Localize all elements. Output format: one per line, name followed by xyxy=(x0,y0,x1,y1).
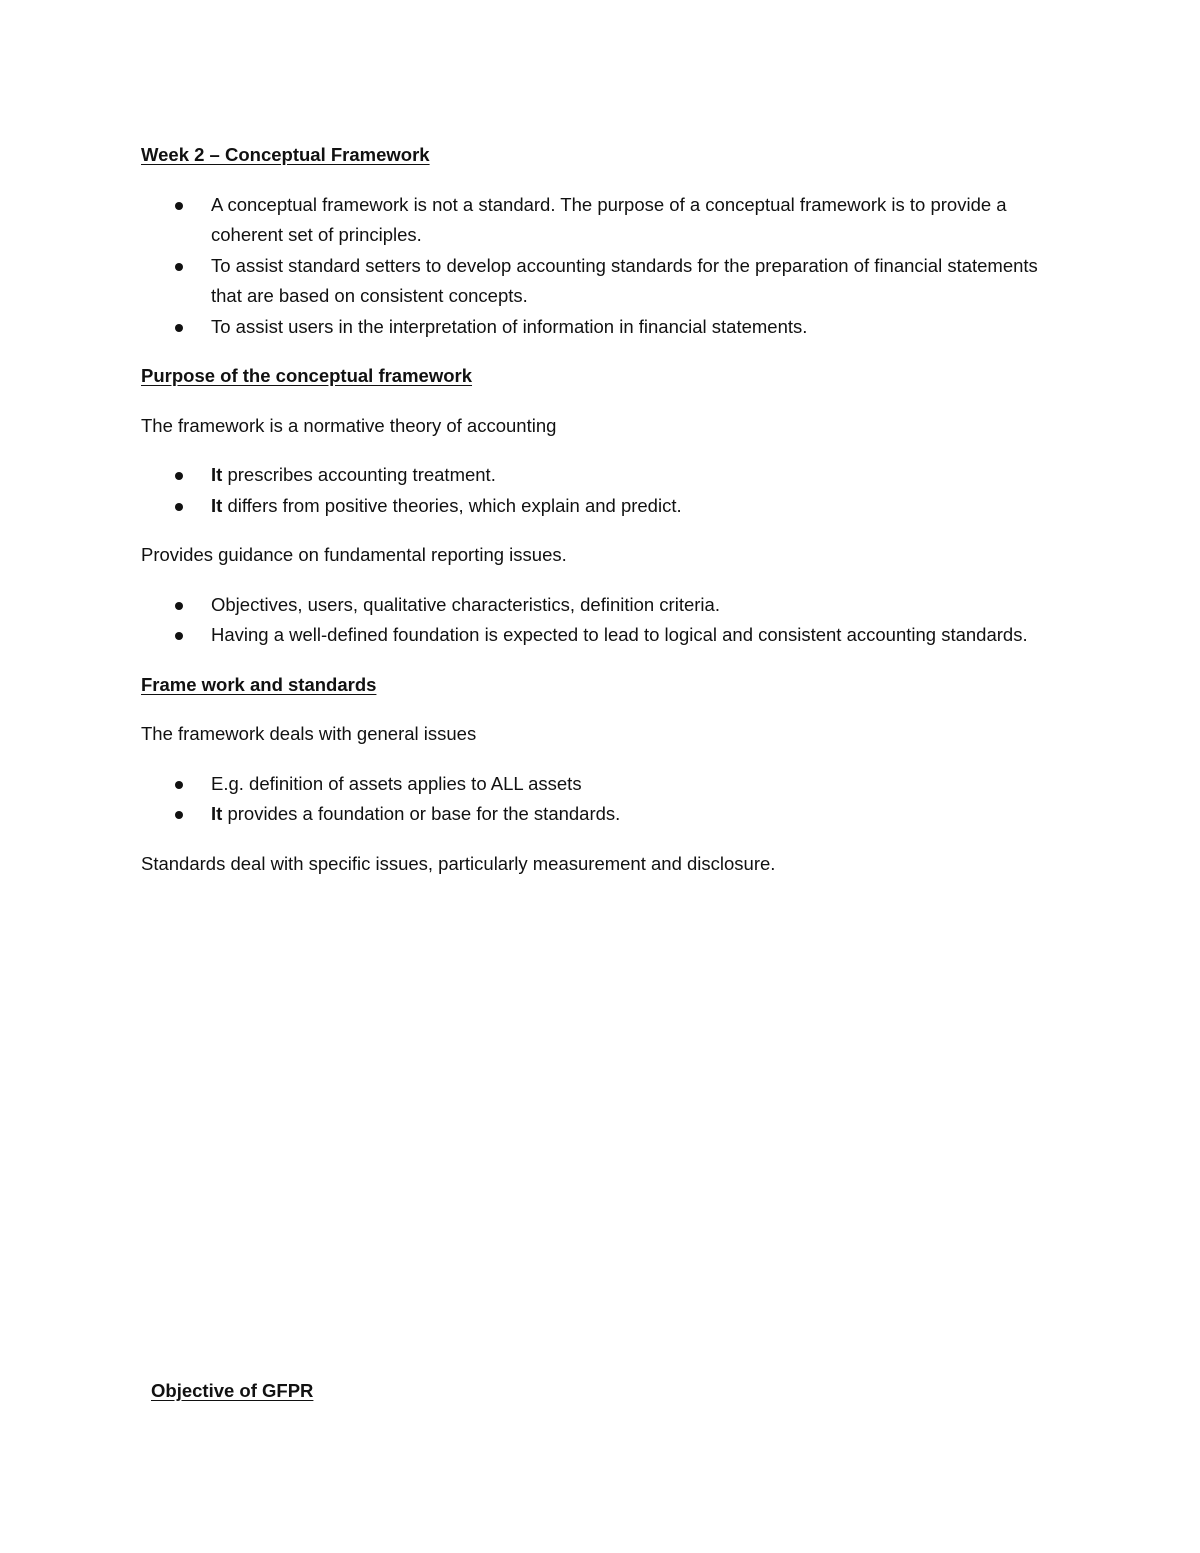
heading-objective-gfpr: Objective of GFPR xyxy=(151,1380,314,1401)
list-item: E.g. definition of assets applies to ALL assets xyxy=(141,769,1061,800)
list-item: To assist standard setters to develop accounting standards for the preparation of financial statements that are based on consistent concepts. xyxy=(141,251,1061,312)
bullet-icon xyxy=(175,472,183,480)
paragraph-general-issues: The framework deals with general issues xyxy=(141,723,477,744)
list-item: It differs from positive theories, which explain and predict. xyxy=(141,491,1061,522)
bullet-icon xyxy=(175,324,183,332)
list-item: Having a well-defined foundation is expected to lead to logical and consistent accounting standards. xyxy=(141,620,1061,651)
bullet-icon xyxy=(175,202,183,210)
list-item: It provides a foundation or base for the standards. xyxy=(141,799,1061,830)
list-item: It prescribes accounting treatment. xyxy=(141,460,1061,491)
paragraph-normative: The framework is a normative theory of accounting xyxy=(141,414,557,436)
bullet-list-general xyxy=(141,769,1061,830)
list-item: Objectives, users, qualitative characteristics, definition criteria. xyxy=(141,590,1061,621)
paragraph-guidance: Provides guidance on fundamental reporting issues. xyxy=(141,544,567,565)
bullet-icon xyxy=(175,632,183,640)
heading-week-2: Week 2 – Conceptual Framework xyxy=(141,144,430,165)
bullet-icon xyxy=(175,811,183,819)
paragraph-specific-issues: Standards deal with specific issues, particularly measurement and disclosure. xyxy=(141,852,776,874)
bullet-list-normative xyxy=(141,460,1061,521)
list-item: To assist users in the interpretation of information in financial statements. xyxy=(141,312,1061,343)
heading-purpose: Purpose of the conceptual framework xyxy=(141,365,473,386)
list-item: A conceptual framework is not a standard. The purpose of a conceptual framework is to provide a coherent set of principles. xyxy=(141,190,1061,251)
bullet-icon xyxy=(175,781,183,789)
bullet-list-guidance xyxy=(141,590,1061,651)
bullet-icon xyxy=(175,263,183,271)
bullet-list-framework xyxy=(141,190,1061,343)
bullet-icon xyxy=(175,503,183,511)
bullet-icon xyxy=(175,602,183,610)
document-content xyxy=(141,140,1061,898)
heading-framework-standards: Frame work and standards xyxy=(141,673,377,695)
